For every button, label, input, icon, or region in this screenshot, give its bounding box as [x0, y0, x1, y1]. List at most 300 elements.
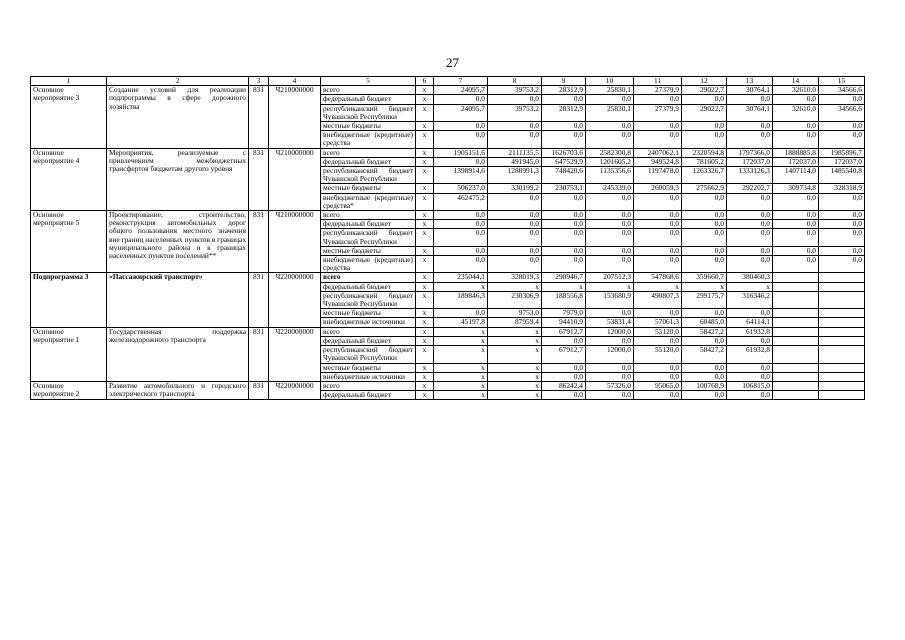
amount-cell: 235044,1: [434, 273, 488, 282]
amount-cell: 1263326,7: [682, 167, 727, 184]
funding-source: местные бюджеты: [321, 309, 416, 318]
amount-cell: 2111135,5: [488, 148, 542, 157]
amount-cell: 316346,2: [727, 291, 773, 308]
amount-cell: 0,0: [586, 220, 634, 229]
amount-cell: 0,0: [727, 220, 773, 229]
amount-cell: 781605,2: [682, 157, 727, 166]
amount-cell: 230753,1: [542, 184, 586, 193]
funding-source: местные бюджеты: [321, 363, 416, 372]
amount-cell: [773, 318, 819, 327]
amount-cell: 0,0: [634, 372, 682, 381]
amount-cell: 0,0: [727, 229, 773, 246]
program-title: «Пассажирский транспорт»: [107, 273, 249, 327]
amount-cell: 0,0: [586, 193, 634, 210]
amount-cell: 30764,1: [727, 86, 773, 95]
amount-cell: [773, 282, 819, 291]
amount-cell: 547868,6: [634, 273, 682, 282]
section-code-cell: x: [416, 167, 434, 184]
amount-cell: 0,0: [634, 309, 682, 318]
amount-cell: 0,0: [586, 391, 634, 400]
amount-cell: x: [434, 363, 488, 372]
amount-cell: [819, 381, 865, 390]
amount-cell: 0,0: [586, 246, 634, 255]
budget-classification-code: Ч220000000: [269, 327, 321, 381]
table-row: [31, 381, 865, 390]
funding-source: местные бюджеты: [321, 246, 416, 255]
amount-cell: 0,0: [682, 220, 727, 229]
amount-cell: 490807,3: [634, 291, 682, 308]
funding-source: республиканский бюджет Чувашской Республики: [321, 229, 416, 246]
section-code-cell: x: [416, 346, 434, 363]
amount-cell: 0,0: [542, 391, 586, 400]
amount-cell: 1135356,6: [586, 167, 634, 184]
amount-cell: 0,0: [434, 246, 488, 255]
amount-cell: 949524,8: [634, 157, 682, 166]
amount-cell: 28312,9: [542, 86, 586, 95]
amount-cell: 29022,7: [682, 104, 727, 121]
amount-cell: 330199,2: [488, 184, 542, 193]
amount-cell: 0,0: [682, 391, 727, 400]
amount-cell: 30764,1: [727, 104, 773, 121]
amount-cell: 0,0: [586, 309, 634, 318]
amount-cell: x: [488, 327, 542, 336]
section-code-cell: x: [416, 229, 434, 246]
funding-source: внебюджетные (кредитные) средства: [321, 256, 416, 273]
amount-cell: 45197,8: [434, 318, 488, 327]
amount-cell: [773, 327, 819, 336]
amount-cell: [819, 391, 865, 400]
amount-cell: [773, 273, 819, 282]
amount-cell: 0,0: [727, 95, 773, 104]
amount-cell: 0,0: [488, 131, 542, 148]
section-code-cell: x: [416, 131, 434, 148]
budget-classification-code: Ч210000000: [269, 211, 321, 273]
section-code-cell: x: [416, 391, 434, 400]
amount-cell: 0,0: [773, 256, 819, 273]
amount-cell: 0,0: [682, 256, 727, 273]
amount-cell: 64114,1: [727, 318, 773, 327]
column-number: 4: [269, 77, 321, 86]
amount-cell: 9753,0: [488, 309, 542, 318]
amount-cell: 0,0: [634, 95, 682, 104]
amount-cell: 275662,9: [682, 184, 727, 193]
section-code-cell: x: [416, 381, 434, 390]
column-number: 8: [488, 77, 542, 86]
amount-cell: 1288991,3: [488, 167, 542, 184]
amount-cell: 506237,0: [434, 184, 488, 193]
amount-cell: 58427,2: [682, 327, 727, 336]
amount-cell: 0,0: [586, 211, 634, 220]
amount-cell: 0,0: [682, 309, 727, 318]
amount-cell: 0,0: [727, 246, 773, 255]
amount-cell: x: [434, 346, 488, 363]
program-name: Основное мероприятие 1: [31, 327, 107, 381]
amount-cell: [819, 327, 865, 336]
section-code-cell: x: [416, 372, 434, 381]
section-code-cell: x: [416, 148, 434, 157]
amount-cell: 292202,7: [727, 184, 773, 193]
amount-cell: [773, 336, 819, 345]
amount-cell: [819, 346, 865, 363]
amount-cell: 32610,0: [773, 86, 819, 95]
amount-cell: 0,0: [682, 246, 727, 255]
amount-cell: 0,0: [434, 131, 488, 148]
grbs-code: 831: [249, 327, 269, 381]
table-row: [31, 327, 865, 336]
amount-cell: 0,0: [542, 220, 586, 229]
funding-source: всего: [321, 327, 416, 336]
funding-source: республиканский бюджет Чувашской Республики: [321, 291, 416, 308]
section-code-cell: x: [416, 256, 434, 273]
amount-cell: 0,0: [819, 211, 865, 220]
amount-cell: x: [434, 372, 488, 381]
amount-cell: 12000,0: [586, 346, 634, 363]
amount-cell: 25830,1: [586, 86, 634, 95]
section-code-cell: x: [416, 184, 434, 193]
amount-cell: 0,0: [727, 256, 773, 273]
amount-cell: 0,0: [542, 95, 586, 104]
amount-cell: 0,0: [819, 246, 865, 255]
program-name: Основное мероприятие 4: [31, 148, 107, 210]
amount-cell: x: [434, 327, 488, 336]
amount-cell: 491945,0: [488, 157, 542, 166]
amount-cell: 0,0: [773, 95, 819, 104]
amount-cell: 61932,8: [727, 346, 773, 363]
section-code-cell: x: [416, 246, 434, 255]
amount-cell: [819, 273, 865, 282]
section-code-cell: x: [416, 336, 434, 345]
section-code-cell: x: [416, 211, 434, 220]
amount-cell: 0,0: [542, 122, 586, 131]
funding-source: всего: [321, 273, 416, 282]
amount-cell: 328019,3: [488, 273, 542, 282]
amount-cell: 260059,3: [634, 184, 682, 193]
amount-cell: 60485,0: [682, 318, 727, 327]
amount-cell: 0,0: [542, 372, 586, 381]
amount-cell: 0,0: [773, 122, 819, 131]
amount-cell: 32610,0: [773, 104, 819, 121]
amount-cell: 1985896,7: [819, 148, 865, 157]
funding-source: внебюджетные (кредитные) средства*: [321, 193, 416, 210]
amount-cell: 0,0: [586, 336, 634, 345]
funding-source: внебюджетные источники: [321, 372, 416, 381]
program-title: Мероприятия, реализуемые с привлечением межбюджетных трансфертов бюджетам другого уровня: [107, 148, 249, 210]
table-row: [31, 86, 865, 95]
budget-classification-code: Ч210000000: [269, 148, 321, 210]
amount-cell: 34566,6: [819, 86, 865, 95]
amount-cell: 0,0: [727, 122, 773, 131]
amount-cell: 0,0: [434, 309, 488, 318]
amount-cell: x: [434, 391, 488, 400]
amount-cell: 0,0: [634, 363, 682, 372]
amount-cell: 328318,9: [819, 184, 865, 193]
amount-cell: 55120,0: [634, 346, 682, 363]
amount-cell: 245339,0: [586, 184, 634, 193]
amount-cell: 1626703,6: [542, 148, 586, 157]
amount-cell: 0,0: [542, 336, 586, 345]
amount-cell: 24095,7: [434, 86, 488, 95]
amount-cell: 380460,3: [727, 273, 773, 282]
amount-cell: 95065,0: [634, 381, 682, 390]
amount-cell: 0,0: [586, 122, 634, 131]
grbs-code: 831: [249, 148, 269, 210]
grbs-code: 831: [249, 273, 269, 327]
section-code-cell: x: [416, 291, 434, 308]
amount-cell: 1398914,6: [434, 167, 488, 184]
amount-cell: 106815,0: [727, 381, 773, 390]
amount-cell: 0,0: [488, 211, 542, 220]
amount-cell: x: [488, 336, 542, 345]
program-title: Проектирование, строительство, реконструкция автомобильных дорог общего пользования местного значения вне границ населенных пунктов в границах муниципального района и в границах населенных пунктов поселений**: [107, 211, 249, 273]
amount-cell: 29022,7: [682, 86, 727, 95]
section-code-cell: x: [416, 104, 434, 121]
amount-cell: x: [434, 282, 488, 291]
section-code-cell: x: [416, 86, 434, 95]
grbs-code: 831: [249, 211, 269, 273]
amount-cell: 0,0: [727, 131, 773, 148]
amount-cell: 188556,8: [542, 291, 586, 308]
amount-cell: 0,0: [542, 229, 586, 246]
amount-cell: [819, 291, 865, 308]
column-number: 6: [416, 77, 434, 86]
amount-cell: 0,0: [586, 363, 634, 372]
amount-cell: 0,0: [682, 363, 727, 372]
amount-cell: 0,0: [682, 229, 727, 246]
amount-cell: 67912,7: [542, 327, 586, 336]
amount-cell: 0,0: [773, 220, 819, 229]
amount-cell: 0,0: [682, 336, 727, 345]
amount-cell: 0,0: [634, 131, 682, 148]
amount-cell: 207512,3: [586, 273, 634, 282]
amount-cell: [819, 363, 865, 372]
amount-cell: [773, 391, 819, 400]
amount-cell: 309734,8: [773, 184, 819, 193]
table-row: [31, 148, 865, 157]
amount-cell: 27379,9: [634, 86, 682, 95]
amount-cell: 86242,4: [542, 381, 586, 390]
amount-cell: 0,0: [586, 131, 634, 148]
amount-cell: 1407114,0: [773, 167, 819, 184]
amount-cell: 0,0: [542, 131, 586, 148]
amount-cell: 0,0: [634, 229, 682, 246]
funding-source: всего: [321, 381, 416, 390]
funding-source: местные бюджеты: [321, 122, 416, 131]
funding-source: местные бюджеты: [321, 184, 416, 193]
column-number: 10: [586, 77, 634, 86]
amount-cell: [819, 309, 865, 318]
amount-cell: 0,0: [682, 193, 727, 210]
section-code-cell: x: [416, 157, 434, 166]
amount-cell: x: [434, 381, 488, 390]
amount-cell: 0,0: [488, 246, 542, 255]
amount-cell: 0,0: [727, 372, 773, 381]
amount-cell: 0,0: [586, 372, 634, 381]
amount-cell: 0,0: [634, 193, 682, 210]
amount-cell: 0,0: [773, 131, 819, 148]
amount-cell: 0,0: [586, 95, 634, 104]
amount-cell: [819, 336, 865, 345]
amount-cell: 57326,0: [586, 381, 634, 390]
budget-classification-code: Ч220000000: [269, 381, 321, 399]
amount-cell: 647529,9: [542, 157, 586, 166]
column-number: 1: [31, 77, 107, 86]
funding-source: всего: [321, 86, 416, 95]
amount-cell: 172037,0: [773, 157, 819, 166]
amount-cell: 0,0: [727, 309, 773, 318]
amount-cell: x: [488, 372, 542, 381]
amount-cell: 55120,0: [634, 327, 682, 336]
amount-cell: 39753,2: [488, 86, 542, 95]
amount-cell: [773, 291, 819, 308]
amount-cell: 0,0: [434, 211, 488, 220]
amount-cell: 1197478,0: [634, 167, 682, 184]
amount-cell: 748420,6: [542, 167, 586, 184]
amount-cell: x: [682, 282, 727, 291]
amount-cell: x: [634, 282, 682, 291]
amount-cell: [773, 381, 819, 390]
funding-source: внебюджетные (кредитные) средства: [321, 131, 416, 148]
amount-cell: 189846,3: [434, 291, 488, 308]
amount-cell: 1905151,6: [434, 148, 488, 157]
column-number: 7: [434, 77, 488, 86]
funding-source: федеральный бюджет: [321, 336, 416, 345]
amount-cell: 57061,3: [634, 318, 682, 327]
program-title: Создание условий для реализации подпрограммы в сфере дорожного хозяйства: [107, 86, 249, 148]
amount-cell: [819, 282, 865, 291]
table-row: [31, 273, 865, 282]
column-number: 9: [542, 77, 586, 86]
amount-cell: 172037,0: [819, 157, 865, 166]
amount-cell: x: [488, 346, 542, 363]
amount-cell: x: [586, 282, 634, 291]
column-number: 15: [819, 77, 865, 86]
budget-classification-code: Ч210000000: [269, 86, 321, 148]
amount-cell: 0,0: [634, 211, 682, 220]
amount-cell: 0,0: [634, 246, 682, 255]
column-number: 13: [727, 77, 773, 86]
program-title: Государственная поддержка железнодорожного транспорта: [107, 327, 249, 381]
column-number: 3: [249, 77, 269, 86]
amount-cell: 0,0: [819, 229, 865, 246]
section-code-cell: x: [416, 193, 434, 210]
page-number: 27: [446, 55, 459, 70]
amount-cell: 0,0: [488, 229, 542, 246]
amount-cell: 172037,0: [727, 157, 773, 166]
funding-source: всего: [321, 211, 416, 220]
amount-cell: 0,0: [773, 193, 819, 210]
section-code-cell: x: [416, 220, 434, 229]
column-number: 12: [682, 77, 727, 86]
amount-cell: 0,0: [682, 131, 727, 148]
section-code-cell: x: [416, 95, 434, 104]
amount-cell: 0,0: [682, 122, 727, 131]
amount-cell: 0,0: [773, 229, 819, 246]
funding-source: федеральный бюджет: [321, 95, 416, 104]
amount-cell: 462475,2: [434, 193, 488, 210]
amount-cell: [773, 372, 819, 381]
budget-table: [30, 76, 865, 400]
amount-cell: 0,0: [634, 220, 682, 229]
amount-cell: 1797366,0: [727, 148, 773, 157]
grbs-code: 831: [249, 381, 269, 399]
amount-cell: 1333126,3: [727, 167, 773, 184]
amount-cell: 27379,9: [634, 104, 682, 121]
amount-cell: 0,0: [434, 256, 488, 273]
amount-cell: 0,0: [819, 256, 865, 273]
amount-cell: x: [488, 391, 542, 400]
amount-cell: 0,0: [542, 256, 586, 273]
amount-cell: 0,0: [488, 220, 542, 229]
amount-cell: 2320594,8: [682, 148, 727, 157]
section-code-cell: x: [416, 327, 434, 336]
amount-cell: 39753,2: [488, 104, 542, 121]
amount-cell: x: [488, 363, 542, 372]
column-number: 11: [634, 77, 682, 86]
amount-cell: 2407062,1: [634, 148, 682, 157]
amount-cell: 0,0: [682, 372, 727, 381]
amount-cell: 0,0: [434, 157, 488, 166]
funding-source: внебюджетные источники: [321, 318, 416, 327]
amount-cell: 0,0: [542, 246, 586, 255]
header-row: [31, 77, 865, 86]
amount-cell: 0,0: [586, 229, 634, 246]
amount-cell: 34566,6: [819, 104, 865, 121]
column-number: 14: [773, 77, 819, 86]
amount-cell: 0,0: [727, 193, 773, 210]
funding-source: всего: [321, 148, 416, 157]
amount-cell: x: [434, 336, 488, 345]
amount-cell: 0,0: [727, 363, 773, 372]
amount-cell: 1485540,8: [819, 167, 865, 184]
amount-cell: 0,0: [634, 256, 682, 273]
section-code-cell: x: [416, 318, 434, 327]
amount-cell: x: [727, 282, 773, 291]
amount-cell: 0,0: [727, 211, 773, 220]
amount-cell: 53831,4: [586, 318, 634, 327]
amount-cell: 61932,8: [727, 327, 773, 336]
amount-cell: 0,0: [488, 256, 542, 273]
amount-cell: 0,0: [488, 95, 542, 104]
amount-cell: 87959,4: [488, 318, 542, 327]
amount-cell: 0,0: [434, 229, 488, 246]
amount-cell: 0,0: [819, 131, 865, 148]
amount-cell: 58427,2: [682, 346, 727, 363]
budget-classification-code: Ч220000000: [269, 273, 321, 327]
amount-cell: [773, 309, 819, 318]
amount-cell: 12000,0: [586, 327, 634, 336]
amount-cell: 0,0: [773, 246, 819, 255]
amount-cell: 0,0: [634, 336, 682, 345]
amount-cell: 230306,9: [488, 291, 542, 308]
funding-source: федеральный бюджет: [321, 282, 416, 291]
amount-cell: [773, 363, 819, 372]
section-code-cell: x: [416, 282, 434, 291]
funding-source: федеральный бюджет: [321, 220, 416, 229]
program-name: Основное мероприятие 5: [31, 211, 107, 273]
funding-source: республиканский бюджет Чувашской Республики: [321, 346, 416, 363]
program-title: Развитие автомобильного и городского электрического транспорта: [107, 381, 249, 399]
section-code-cell: x: [416, 273, 434, 282]
program-name: Основное мероприятие 3: [31, 86, 107, 148]
program-name: Подпрограмма 3: [31, 273, 107, 327]
amount-cell: 0,0: [634, 391, 682, 400]
amount-cell: 1888885,8: [773, 148, 819, 157]
amount-cell: 2582300,8: [586, 148, 634, 157]
amount-cell: x: [488, 381, 542, 390]
funding-source: республиканский бюджет Чувашской Республики: [321, 104, 416, 121]
amount-cell: [773, 346, 819, 363]
amount-cell: 0,0: [542, 211, 586, 220]
